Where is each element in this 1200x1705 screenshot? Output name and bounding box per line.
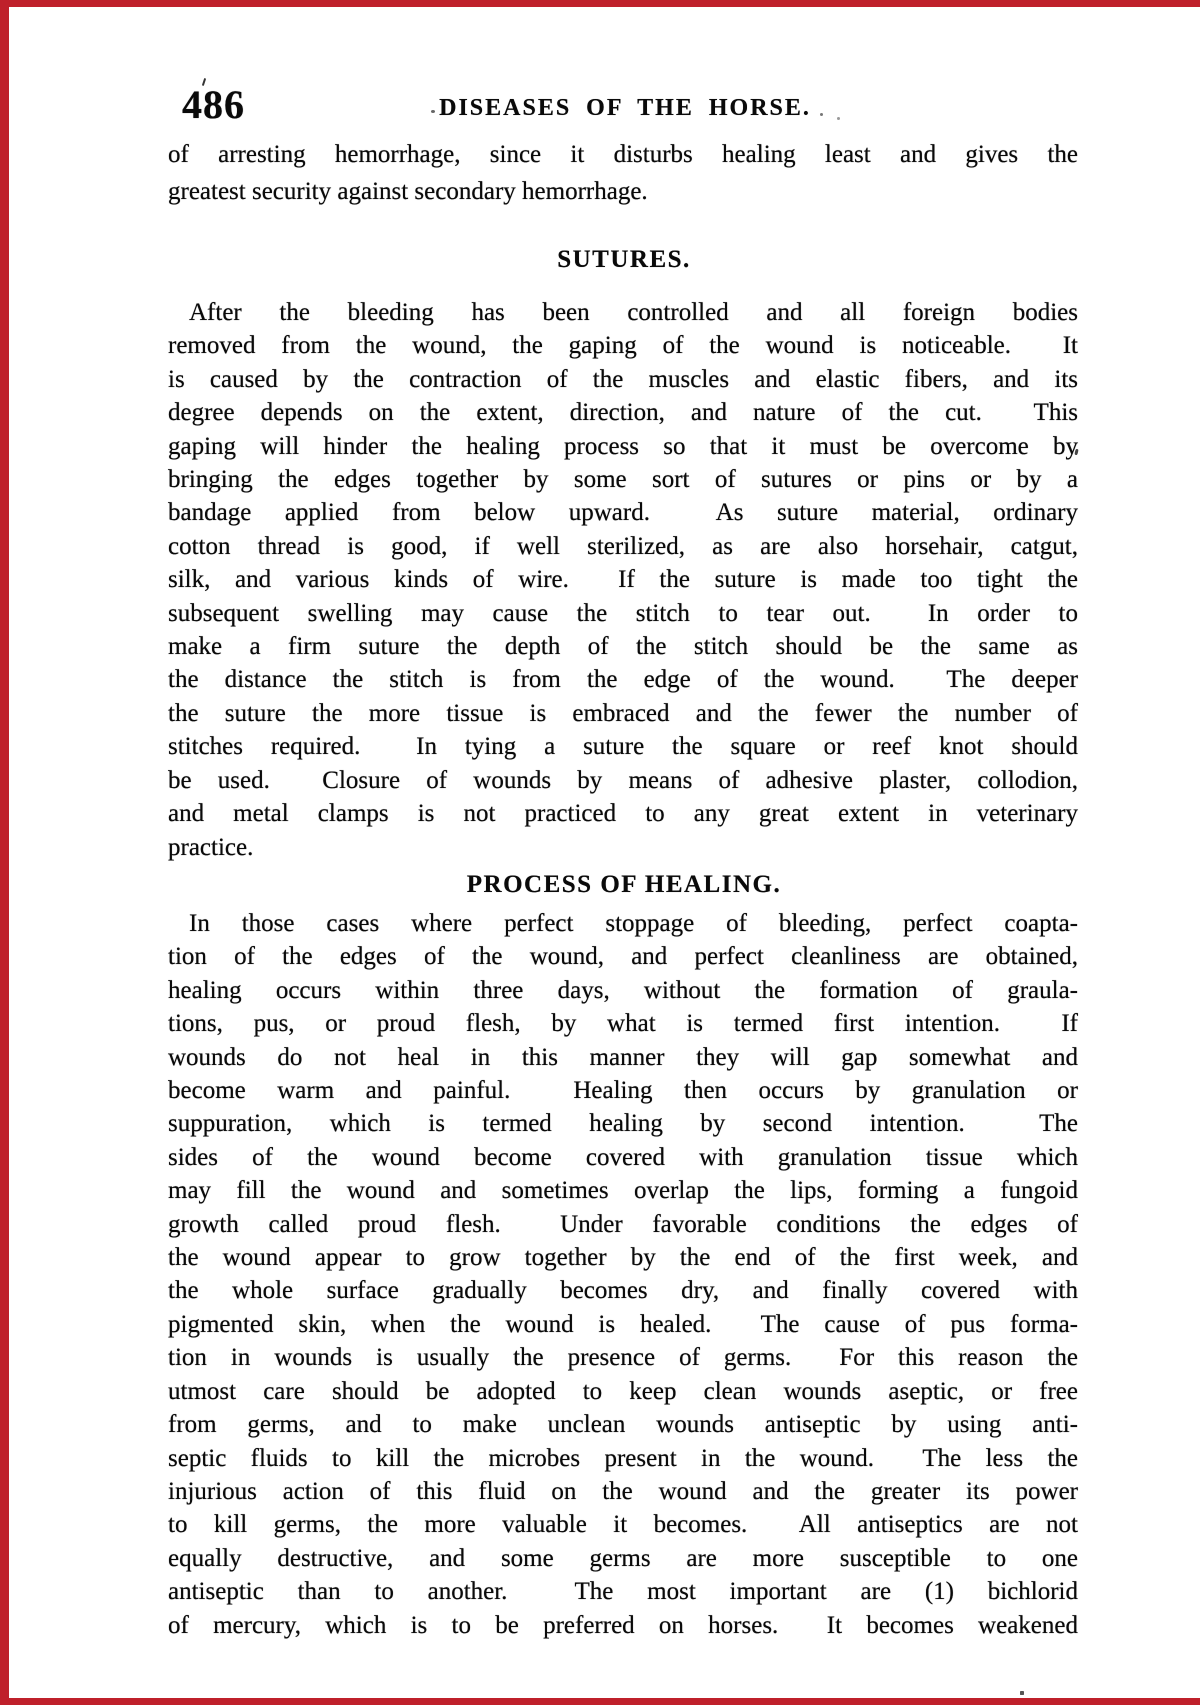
text-line: injurious action of this fluid on the wound and the greater its power — [168, 1477, 1078, 1505]
text-line: bandage applied from below upward. As suture material, ordinary — [168, 499, 1078, 527]
text-line: is caused by the contraction of the muscles and elastic fibers, and its — [168, 365, 1078, 393]
text-line: greatest security against secondary hemorrhage. — [168, 178, 648, 205]
text-line: tions, pus, or proud flesh, by what is termed first intention. If — [168, 1010, 1078, 1038]
text-line: growth called proud flesh. Under favorable conditions the edges of — [168, 1210, 1078, 1238]
text-line: of mercury, which is to be preferred on horses. It becomes weakened — [168, 1611, 1078, 1639]
text-line: degree depends on the extent, direction, and nature of the cut. This — [168, 399, 1078, 427]
running-title: DISEASES OF THE HORSE. — [439, 95, 811, 121]
text-line: tion in wounds is usually the presence of germs. For this reason the — [168, 1344, 1078, 1372]
text-line: antiseptic than to another. The most important are (1) bichlorid — [168, 1578, 1078, 1606]
text-line: suppuration, which is termed healing by second intention. The — [168, 1110, 1078, 1138]
text-line: subsequent swelling may cause the stitch to tear out. In order to — [168, 599, 1078, 627]
scan-edge-bottom — [0, 1698, 1200, 1705]
text-line: the suture the more tissue is embraced and the fewer the number of — [168, 699, 1078, 727]
text-line: the whole surface gradually becomes dry, and finally covered with — [168, 1277, 1078, 1305]
text-line: sides of the wound become covered with granulation tissue which — [168, 1143, 1078, 1171]
scan-speck — [1020, 1691, 1024, 1695]
text-line: tion of the edges of the wound, and perfect cleanliness are obtained, — [168, 943, 1078, 971]
healing-paragraph — [168, 907, 1078, 1642]
text-line: and metal clamps is not practiced to any great extent in veterinary — [168, 800, 1078, 828]
text-line: from germs, and to make unclean wounds antiseptic by using anti- — [168, 1411, 1078, 1439]
page-number: 486 — [182, 82, 245, 127]
text-line: cotton thread is good, if well sterilized, as are also horsehair, catgut, — [168, 532, 1078, 560]
text-line: septic fluids to kill the microbes present in the wound. The less the — [168, 1444, 1078, 1472]
text-line: become warm and painful. Healing then occurs by granulation or — [168, 1077, 1078, 1105]
text-line: the wound appear to grow together by the end of the first week, and — [168, 1244, 1078, 1272]
text-line: gaping will hinder the healing process so that it must be overcome by — [168, 432, 1078, 460]
scan-edge-top — [0, 0, 1200, 7]
text-line: silk, and various kinds of wire. If the suture is made too tight the — [168, 566, 1078, 594]
intro-paragraph — [168, 136, 1078, 210]
text-line: practice. — [168, 833, 254, 861]
text-line: wounds do not heal in this manner they will gap somewhat and — [168, 1043, 1078, 1071]
text-line: removed from the wound, the gaping of the wound is noticeable. It — [168, 332, 1078, 360]
text-line: In those cases where perfect stoppage of bleeding, perfect coapta- — [189, 910, 1078, 937]
text-line: utmost care should be adopted to keep clean wounds aseptic, or free — [168, 1377, 1078, 1405]
heading-sutures: SUTURES. — [557, 246, 691, 273]
text-line: equally destructive, and some germs are more susceptible to one — [168, 1544, 1078, 1572]
heading-process-of-healing: PROCESS OF HEALING. — [466, 871, 782, 898]
text-line: After the bleeding has been controlled and all foreign bodies — [189, 299, 1078, 326]
sutures-paragraph — [168, 296, 1078, 864]
text-line: pigmented skin, when the wound is healed. The cause of pus forma- — [168, 1310, 1078, 1338]
text-line: to kill germs, the more valuable it becomes. All antiseptics are not — [168, 1511, 1078, 1539]
text-line: be used. Closure of wounds by means of adhesive plaster, collodion, — [168, 766, 1078, 794]
text-line: make a firm suture the depth of the stitch should be the same as — [168, 633, 1078, 661]
text-line: stitches required. In tying a suture the square or reef knot should — [168, 733, 1078, 761]
text-line: of arresting hemorrhage, since it disturbs healing least and gives the — [168, 141, 1078, 168]
text-line: healing occurs within three days, without the formation of graula- — [168, 976, 1078, 1004]
text-line: the distance the stitch is from the edge of the wound. The deeper — [168, 666, 1078, 694]
text-line: bringing the edges together by some sort of sutures or pins or by a — [168, 466, 1078, 494]
text-line: may fill the wound and sometimes overlap the lips, forming a fungoid — [168, 1177, 1078, 1205]
